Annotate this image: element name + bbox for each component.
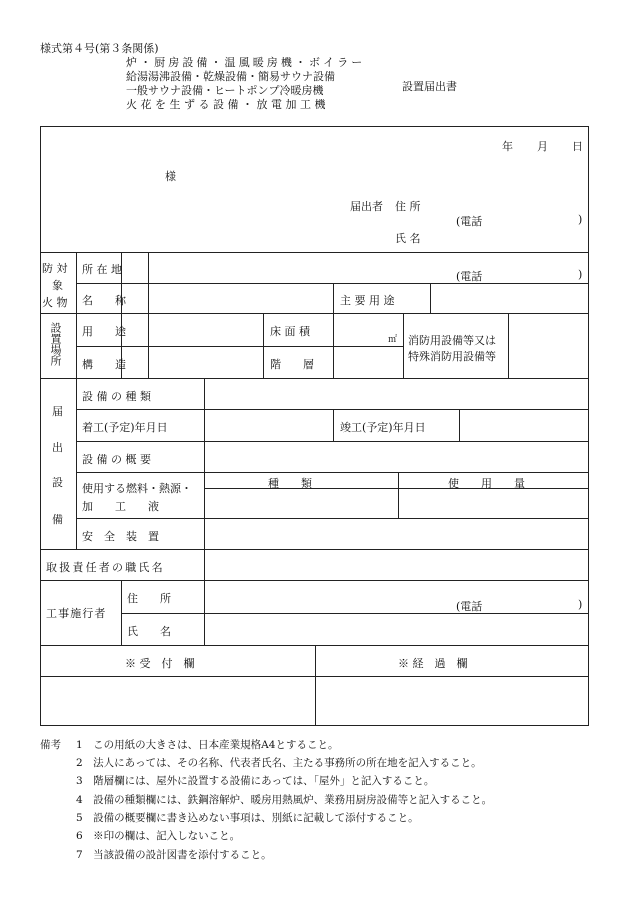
date-day: 日 <box>572 140 583 153</box>
floor-label: 階 層 <box>270 358 314 371</box>
equipment-type-4: 火 花 を 生 ず る 設 備 ・ 放 電 加 工 機 <box>126 98 326 111</box>
equipment-type-1: 炉・厨房設備・温風暖房機・ボイラー <box>126 56 366 69</box>
note-6: 6 ※印の欄は、記入しないこと。 <box>76 830 241 842</box>
equipment-type-list <box>126 56 365 112</box>
manager-label: 取扱責任者の職氏名 <box>46 561 165 574</box>
note-2: 2 法人にあっては、その名称、代表者氏名、主たる事務所の所在地を記入すること。 <box>76 757 482 769</box>
equipment-type-2: 給湯湯沸設備・乾燥設備・簡易サウナ設備 <box>126 70 335 83</box>
contractor-address-label: 住 所 <box>127 592 171 605</box>
notes-label: 備考 <box>40 739 61 751</box>
note-7: 7 当該設備の設計図書を添付すること。 <box>76 849 272 861</box>
notifier-label: 届出者 <box>350 200 383 213</box>
equipment-type-3: 一般サウナ設備・ヒートポンプ冷暖房機 <box>126 84 324 97</box>
main-use-label: 主 要 用 途 <box>340 294 395 307</box>
note-4: 4 設備の種類欄には、鉄鋼溶解炉、暖房用熱風炉、業務用厨房設備等と記入すること。 <box>76 794 493 806</box>
form-number: 様式第４号(第３条関係) <box>40 42 159 55</box>
form-title: 設置届出書 <box>402 80 457 93</box>
structure-label: 構 造 <box>82 358 126 371</box>
contractor-header: 工事施行者 <box>46 607 107 620</box>
target-header-3: 火 物 <box>42 296 68 309</box>
name-label: 名 称 <box>82 294 126 307</box>
safety-device-label: 安 全 装 置 <box>82 530 159 543</box>
equipment-kind-label: 設 備 の 種 類 <box>82 390 151 403</box>
target-header-2: 象 <box>52 279 63 292</box>
floor-area-label: 床 面 積 <box>270 325 310 338</box>
location-label: 所 在 地 <box>82 263 122 276</box>
note-5: 5 設備の概要欄に書き込めない事項は、別紙に記載して添付すること。 <box>76 812 419 824</box>
date-month: 月 <box>537 140 548 153</box>
equipment-header-1: 届 <box>52 405 63 418</box>
site-use-label: 用 途 <box>82 325 126 338</box>
location-phone-label: (電話 <box>456 270 483 283</box>
location-phone-close: ) <box>578 268 583 281</box>
equipment-header-2: 出 <box>52 441 63 454</box>
notifier-address-label: 住 所 <box>395 200 421 213</box>
contractor-phone-label: (電話 <box>456 600 483 613</box>
completion-date-label: 竣工(予定)年月日 <box>340 421 426 434</box>
notifier-name-label: 氏 名 <box>395 232 421 245</box>
fuel-label-1: 使用する燃料・熱源・ <box>82 482 192 495</box>
equipment-header-3: 設 <box>52 476 63 489</box>
equipment-overview-label: 設 備 の 概 要 <box>82 453 151 466</box>
fire-equipment-label-2: 特殊消防用設備等 <box>408 350 496 363</box>
progress-header: ※ 経 過 欄 <box>398 657 468 670</box>
start-date-label: 着工(予定)年月日 <box>82 421 168 434</box>
date-year: 年 <box>502 140 513 153</box>
floor-area-unit: ㎡ <box>388 335 398 345</box>
notifier-phone-label: (電話 <box>456 215 483 228</box>
notifier-phone-close: ) <box>578 213 583 226</box>
contractor-phone-close: ) <box>578 598 583 611</box>
equipment-header-4: 備 <box>52 513 63 526</box>
reception-header: ※ 受 付 欄 <box>125 657 195 670</box>
target-header-1: 防 対 <box>42 262 68 275</box>
fuel-amount-header: 使 用 量 <box>448 477 525 490</box>
addressee-suffix: 様 <box>165 170 176 183</box>
fuel-label-2: 加 工 液 <box>82 500 159 513</box>
installation-site-header: 設置場所 <box>49 322 62 366</box>
note-1: 1 この用紙の大きさは、日本産業規格A4とすること。 <box>76 739 339 751</box>
fire-equipment-label-1: 消防用設備等又は <box>408 334 496 347</box>
contractor-name-label: 氏 名 <box>127 625 171 638</box>
note-3: 3 階層欄には、屋外に設置する設備にあっては、「屋外」と記入すること。 <box>76 775 435 787</box>
fuel-kind-header: 種 類 <box>268 477 312 490</box>
